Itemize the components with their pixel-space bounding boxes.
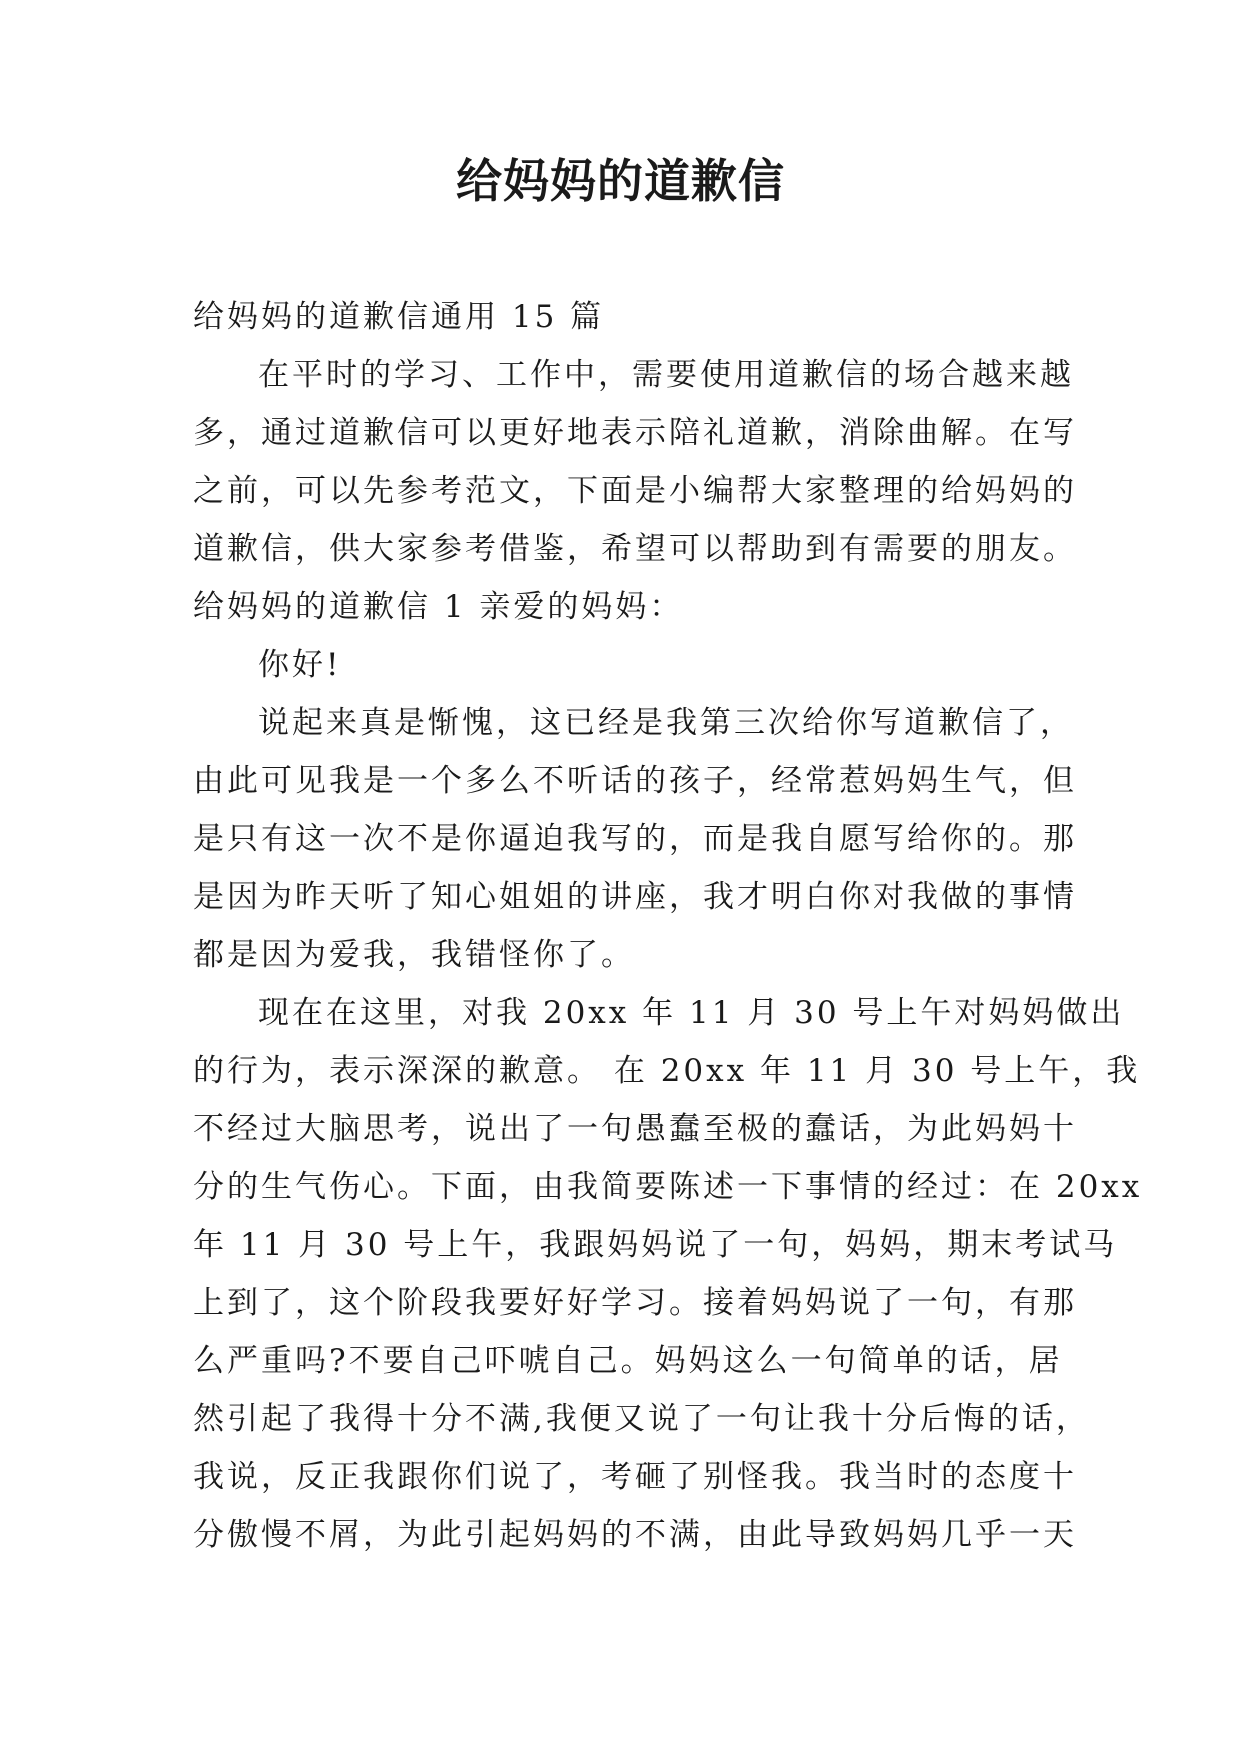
letter-heading-line: 给妈妈的道歉信 1 亲爱的妈妈： <box>193 589 684 625</box>
text-line: 现在在这里，对我 20xx 年 11 月 30 号上午对妈妈做出 <box>258 995 1125 1031</box>
text-line: 然引起了我得十分不满,我便又说了一句让我十分后悔的话， <box>193 1401 1090 1437</box>
text-line: 我说，反正我跟你们说了，考砸了别怪我。我当时的态度十 <box>193 1459 1077 1495</box>
subtitle-line: 给妈妈的道歉信通用 15 篇 <box>193 299 605 335</box>
text-line: 年 11 月 30 号上午，我跟妈妈说了一句，妈妈，期末考试马 <box>193 1227 1118 1263</box>
text-line: 之前，可以先参考范文，下面是小编帮大家整理的给妈妈的 <box>193 473 1077 509</box>
text-line: 分傲慢不屑，为此引起妈妈的不满，由此导致妈妈几乎一天 <box>193 1517 1077 1553</box>
greeting-line: 你好! <box>258 647 342 683</box>
text-line: 道歉信，供大家参考借鉴，希望可以帮助到有需要的朋友。 <box>193 531 1077 567</box>
text-line: 都是因为爱我，我错怪你了。 <box>193 937 635 973</box>
document-body <box>193 288 1143 1564</box>
text-line: 由此可见我是一个多么不听话的孩子，经常惹妈妈生气，但 <box>193 763 1077 799</box>
text-line: 多，通过道歉信可以更好地表示陪礼道歉，消除曲解。在写 <box>193 415 1077 451</box>
text-line: 么严重吗?不要自己吓唬自己。妈妈这么一句简单的话，居 <box>193 1343 1063 1379</box>
text-line: 的行为，表示深深的歉意。 在 20xx 年 11 月 30 号上午，我 <box>193 1053 1141 1089</box>
text-line: 是只有这一次不是你逼迫我写的，而是我自愿写给你的。那 <box>193 821 1077 857</box>
text-line: 是因为昨天听了知心姐姐的讲座，我才明白你对我做的事情 <box>193 879 1077 915</box>
text-line: 在平时的学习、工作中，需要使用道歉信的场合越来越 <box>258 357 1074 393</box>
document-title: 给妈妈的道歉信 <box>456 154 785 208</box>
text-line: 说起来真是惭愧，这已经是我第三次给你写道歉信了， <box>258 705 1074 741</box>
text-line: 分的生气伤心。下面，由我简要陈述一下事情的经过：在 20xx <box>193 1169 1143 1205</box>
text-line: 上到了，这个阶段我要好好学习。接着妈妈说了一句，有那 <box>193 1285 1077 1321</box>
text-line: 不经过大脑思考，说出了一句愚蠢至极的蠢话，为此妈妈十 <box>193 1111 1077 1147</box>
